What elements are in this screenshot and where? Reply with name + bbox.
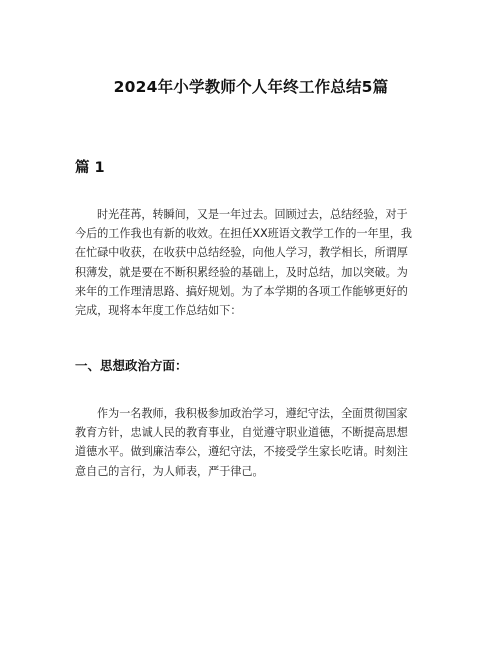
paragraph-line: 完成，现将本年度工作总结如下： [75,304,242,318]
section-heading: 篇 1 [75,160,105,176]
paragraph-line: 道德水平。做到廉洁奉公，遵纪守法，不接受学生家长吃请。时刻注 [75,445,408,459]
document-title: 2024年小学教师个人年终工作总结5篇 [113,78,389,96]
paragraph-line: 作为一名教师，我积极参加政治学习，遵纪守法，全面贯彻国家 [97,407,408,420]
paragraph-line: 今后的工作我也有新的收效。在担任XX班语文教学工作的一年里，我 [75,227,412,241]
paragraph-line: 积薄发，就是要在不断积累经验的基础上，及时总结，加以突破。为 [75,265,408,279]
sub-heading-political: 一、思想政治方面： [75,358,188,373]
paragraph-intro [75,205,413,320]
paragraph-line: 意自己的言行，为人师表，严于律己。 [75,464,264,478]
paragraph-political [75,404,413,481]
paragraph-line: 教育方针，忠诚人民的教育事业，自觉遵守职业道德，不断提高思想 [75,426,408,440]
paragraph-line: 来年的工作理清思路、搞好规划。为了本学期的各项工作能够更好的 [75,284,408,298]
paragraph-line: 时光荏苒，转瞬间，又是一年过去。回顾过去，总结经验，对于 [97,208,408,221]
paragraph-line: 在忙碌中收获，在收获中总结经验，向他人学习，教学相长，所谓厚 [75,246,408,260]
